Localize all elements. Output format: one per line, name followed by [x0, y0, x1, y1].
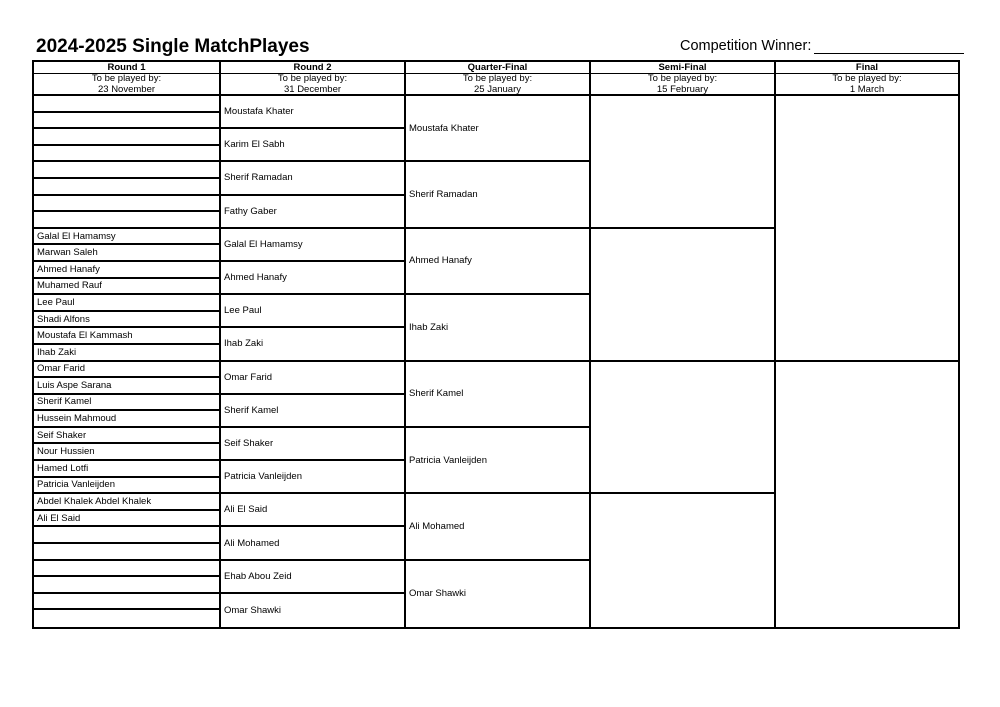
final-slot[interactable]	[776, 96, 958, 362]
quarter-final-header	[406, 62, 589, 96]
round2-slot[interactable]	[221, 196, 404, 229]
round2-slot[interactable]	[221, 428, 404, 461]
round2-slot[interactable]	[221, 96, 404, 129]
player-name: Ahmed Hanafy	[224, 272, 287, 284]
round1-header	[34, 62, 219, 96]
player-name: Sherif Kamel	[409, 388, 464, 400]
player-name: Galal El Hamamsy	[37, 230, 116, 242]
quarter-final-title: Quarter-Final	[406, 62, 589, 74]
round1-note: To be played by:	[91, 73, 162, 84]
player-name: Ihab Zaki	[37, 346, 77, 358]
player-name: Ihab Zaki	[224, 338, 264, 350]
round1-column	[34, 62, 219, 627]
quarter-final-slot[interactable]	[406, 162, 589, 228]
player-name: Moustafa Khater	[224, 106, 294, 118]
round1-slot[interactable]	[34, 544, 219, 561]
player-name: Ali El Said	[224, 504, 268, 516]
quarter-final-column	[404, 62, 589, 627]
player-name: Ali El Said	[37, 512, 81, 524]
round1-slot[interactable]	[34, 577, 219, 594]
player-name: Moustafa El Kammash	[37, 330, 133, 342]
competition-winner-label: Competition Winner:	[680, 38, 812, 54]
player-name: Seif Shaker	[224, 437, 274, 449]
round2-slot[interactable]	[221, 527, 404, 560]
player-name: Lee Paul	[37, 296, 75, 308]
round2-slot[interactable]	[221, 494, 404, 527]
final-note: To be played by:	[832, 73, 902, 84]
player-name: Omar Farid	[224, 371, 273, 383]
round1-slot[interactable]	[34, 196, 219, 213]
player-name: Moustafa Khater	[409, 122, 479, 134]
round1-slot[interactable]	[34, 295, 219, 312]
round1-slot[interactable]	[34, 461, 219, 478]
round2-slot[interactable]	[221, 561, 404, 594]
quarter-final-slot[interactable]	[406, 96, 589, 162]
round1-slot[interactable]	[34, 162, 219, 179]
semi-final-slot[interactable]	[591, 494, 774, 627]
round2-column	[219, 62, 404, 627]
player-name: Sherif Kamel	[224, 404, 279, 416]
round1-slot[interactable]	[34, 561, 219, 578]
player-name: Patricia Vanleijden	[224, 471, 302, 483]
player-name: Luis Aspe Sarana	[37, 379, 112, 391]
final-title: Final	[776, 62, 958, 74]
quarter-final-slot[interactable]	[406, 229, 589, 295]
page-title: 2024-2025 Single MatchPlayes	[36, 36, 310, 57]
player-name: Omar Farid	[37, 363, 86, 375]
player-name: Seif Shaker	[37, 429, 87, 441]
player-name: Nour Hussien	[37, 446, 95, 458]
round1-slot[interactable]	[34, 610, 219, 627]
round1-slot[interactable]	[34, 312, 219, 329]
round2-slot[interactable]	[221, 328, 404, 361]
round1-slot[interactable]	[34, 229, 219, 246]
quarter-final-slot[interactable]	[406, 295, 589, 361]
round2-slot[interactable]	[221, 362, 404, 395]
semi-final-slot[interactable]	[591, 96, 774, 229]
round1-slot[interactable]	[34, 428, 219, 445]
round1-slot[interactable]	[34, 96, 219, 113]
round1-slot[interactable]	[34, 362, 219, 379]
round2-note: To be played by:	[277, 73, 348, 84]
round1-slot[interactable]	[34, 328, 219, 345]
round1-slot[interactable]	[34, 245, 219, 262]
round1-slot[interactable]	[34, 478, 219, 495]
player-name: Muhamed Rauf	[37, 280, 102, 292]
player-name: Hussein Mahmoud	[37, 413, 117, 425]
round1-slot[interactable]	[34, 212, 219, 229]
round2-title: Round 2	[221, 62, 404, 74]
player-name: Fathy Gaber	[224, 205, 277, 217]
round2-slot[interactable]	[221, 395, 404, 428]
round1-date: 23 November	[97, 83, 156, 95]
player-name: Marwan Saleh	[37, 247, 98, 259]
quarter-final-slot[interactable]	[406, 428, 589, 494]
round1-slot[interactable]	[34, 395, 219, 412]
round1-slot[interactable]	[34, 279, 219, 296]
semi-final-title: Semi-Final	[591, 62, 774, 74]
round2-slot[interactable]	[221, 229, 404, 262]
player-name: Lee Paul	[224, 305, 262, 317]
round1-slot[interactable]	[34, 411, 219, 428]
player-name: Ahmed Hanafy	[409, 255, 472, 267]
round1-slot[interactable]	[34, 345, 219, 362]
round2-slot[interactable]	[221, 262, 404, 295]
round1-slot[interactable]	[34, 511, 219, 528]
round2-slot[interactable]	[221, 461, 404, 494]
round1-slot[interactable]	[34, 113, 219, 130]
player-name: Shadi Alfons	[37, 313, 90, 325]
player-name: Omar Shawki	[409, 588, 467, 600]
player-name: Ahmed Hanafy	[37, 263, 100, 275]
round1-slot[interactable]	[34, 444, 219, 461]
round1-slot[interactable]	[34, 378, 219, 395]
player-name: Patricia Vanleijden	[37, 479, 115, 491]
round1-slot[interactable]	[34, 594, 219, 611]
round1-slot[interactable]	[34, 527, 219, 544]
round1-slot[interactable]	[34, 179, 219, 196]
round1-slot[interactable]	[34, 494, 219, 511]
player-name: Abdel Khalek Abdel Khalek	[37, 496, 152, 508]
semi-final-header	[591, 62, 774, 96]
quarter-final-slot[interactable]	[406, 494, 589, 560]
round2-header	[221, 62, 404, 96]
round2-slot[interactable]	[221, 162, 404, 195]
quarter-final-slot[interactable]	[406, 561, 589, 627]
round1-slot[interactable]	[34, 146, 219, 163]
player-name: Ihab Zaki	[409, 321, 449, 333]
quarter-final-note: To be played by:	[462, 73, 533, 84]
semi-final-slot[interactable]	[591, 229, 774, 362]
round1-slot[interactable]	[34, 262, 219, 279]
final-header	[776, 62, 958, 96]
quarter-final-date: 25 January	[473, 83, 521, 95]
competition-winner-field[interactable]	[814, 53, 964, 54]
player-name: Ali Mohamed	[224, 537, 280, 549]
final-date: 1 March	[849, 83, 885, 95]
final-slot[interactable]	[776, 362, 958, 628]
player-name: Galal El Hamamsy	[224, 238, 303, 250]
round2-slot[interactable]	[221, 594, 404, 627]
round2-slot[interactable]	[221, 129, 404, 162]
round2-date: 31 December	[283, 83, 342, 95]
player-name: Hamed Lotfi	[37, 462, 89, 474]
round1-title: Round 1	[34, 62, 219, 74]
player-name: Sherif Ramadan	[409, 189, 478, 201]
semi-final-slot[interactable]	[591, 362, 774, 495]
player-name: Ali Mohamed	[409, 520, 465, 532]
semi-final-column	[589, 62, 774, 627]
draw-bracket	[32, 60, 960, 629]
round1-slot[interactable]	[34, 129, 219, 146]
final-column	[774, 62, 958, 627]
player-name: Sherif Kamel	[37, 396, 92, 408]
player-name: Sherif Ramadan	[224, 172, 293, 184]
player-name: Ehab Abou Zeid	[224, 570, 292, 582]
player-name: Omar Shawki	[224, 604, 282, 616]
player-name: Patricia Vanleijden	[409, 454, 487, 466]
quarter-final-slot[interactable]	[406, 362, 589, 428]
semi-final-note: To be played by:	[647, 73, 718, 84]
semi-final-date: 15 February	[656, 83, 709, 95]
round2-slot[interactable]	[221, 295, 404, 328]
player-name: Karim El Sabh	[224, 139, 285, 151]
